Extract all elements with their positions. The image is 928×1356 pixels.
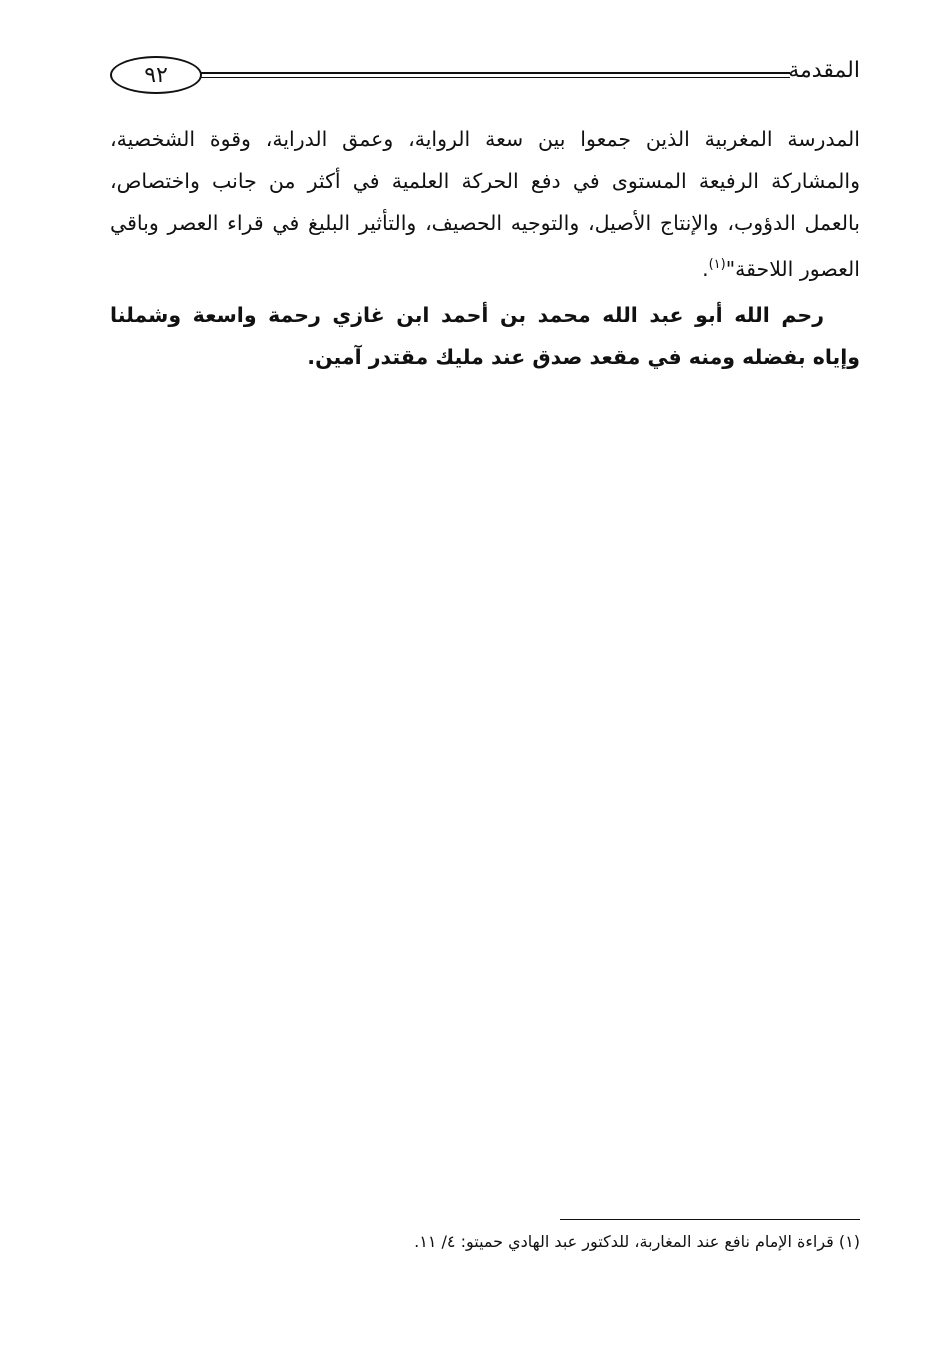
paragraph-quote-end: . [702, 256, 709, 281]
footnote: (١) قراءة الإمام نافع عند المغاربة، للدكتور عبد الهادي حميتو: ٤/ ١١. [414, 1232, 860, 1251]
paragraph-prayer: رحم الله أبو عبد الله محمد بن أحمد ابن غازي رحمة واسعة وشملنا وإياه بفضله ومنه في مقعد صدق عند مليك مقتدر آمين. [110, 302, 860, 369]
header-rule [200, 72, 790, 74]
paragraph-quote [110, 118, 860, 290]
page-header [110, 50, 860, 100]
section-title: المقدمة [788, 58, 860, 83]
footnote-separator [560, 1219, 860, 1220]
paragraph-quote-text: المدرسة المغربية الذين جمعوا بين سعة الرواية، وعمق الدراية، وقوة الشخصية، والمشاركة الرفيعة المستوى في دفع الحركة العلمية في أكثر من جانب واختصاص، بالعمل الدؤوب، والإنتاج الأصيل، والتوجيه الحصيف، والتأثير البليغ في قراء العصر وباقي العصور اللاحقة" [110, 127, 860, 281]
page-number: ٩٢ [110, 56, 202, 94]
footnote-reference: (١) [708, 257, 726, 272]
header-rule-thin [200, 77, 790, 78]
body-text [110, 118, 860, 378]
